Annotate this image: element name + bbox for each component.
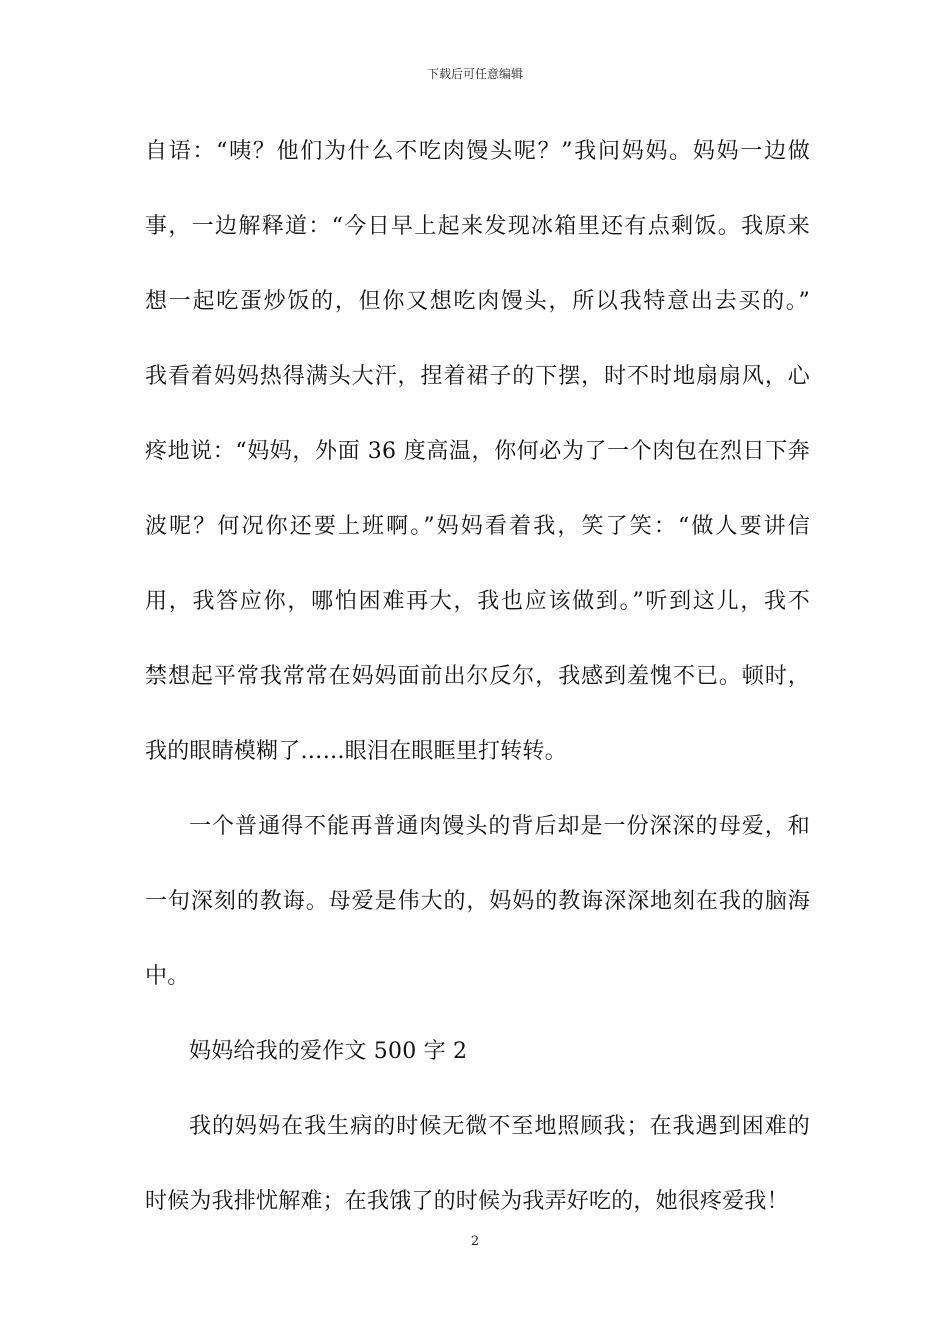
- page-number: 2: [470, 1234, 480, 1249]
- paragraph-first-line: 一个普通得不能再普通肉馒头的背后却是一份深深的母爱，和: [189, 814, 810, 839]
- text-line: 想一起吃蛋炒饭的，但你又想吃肉馒头，所以我特意出去买的。”: [145, 289, 810, 314]
- text-line: 我看着妈妈热得满头大汗，捏着裙子的下摆，时不时地扇扇风，心: [145, 364, 810, 389]
- text-line: 用，我答应你，哪怕困难再大，我也应该做到。”听到这儿，我不: [145, 589, 810, 614]
- paragraph-first-line: 我的妈妈在我生病的时候无微不至地照顾我；在我遇到困难的: [189, 1114, 810, 1139]
- text-line: 中。: [145, 964, 190, 989]
- text-line: 我的眼睛模糊了……眼泪在眼眶里打转转。: [145, 739, 567, 764]
- text-line: 时候为我排忧解难；在我饿了的时候为我弄好吃的，她很疼爱我！: [145, 1189, 789, 1214]
- page-header: 下载后可任意编辑: [426, 67, 523, 81]
- section-title: 妈妈给我的爱作文 500 字 2: [189, 1039, 468, 1064]
- text-line: 一句深刻的教诲。母爱是伟大的，妈妈的教诲深深地刻在我的脑海: [145, 889, 810, 914]
- text-line: 波呢？何况你还要上班啊。”妈妈看着我，笑了笑：“做人要讲信: [145, 514, 810, 539]
- text-line: 禁想起平常我常常在妈妈面前出尔反尔，我感到羞愧不已。顿时，: [145, 664, 810, 689]
- text-line: 疼地说：“妈妈，外面 36 度高温，你何必为了一个肉包在烈日下奔: [145, 439, 810, 464]
- text-line: 自语：“咦？他们为什么不吃肉馒头呢？”我问妈妈。妈妈一边做: [145, 139, 810, 164]
- text-line: 事，一边解释道：“今日早上起来发现冰箱里还有点剩饭。我原来: [145, 214, 810, 239]
- document-body: [145, 132, 810, 1257]
